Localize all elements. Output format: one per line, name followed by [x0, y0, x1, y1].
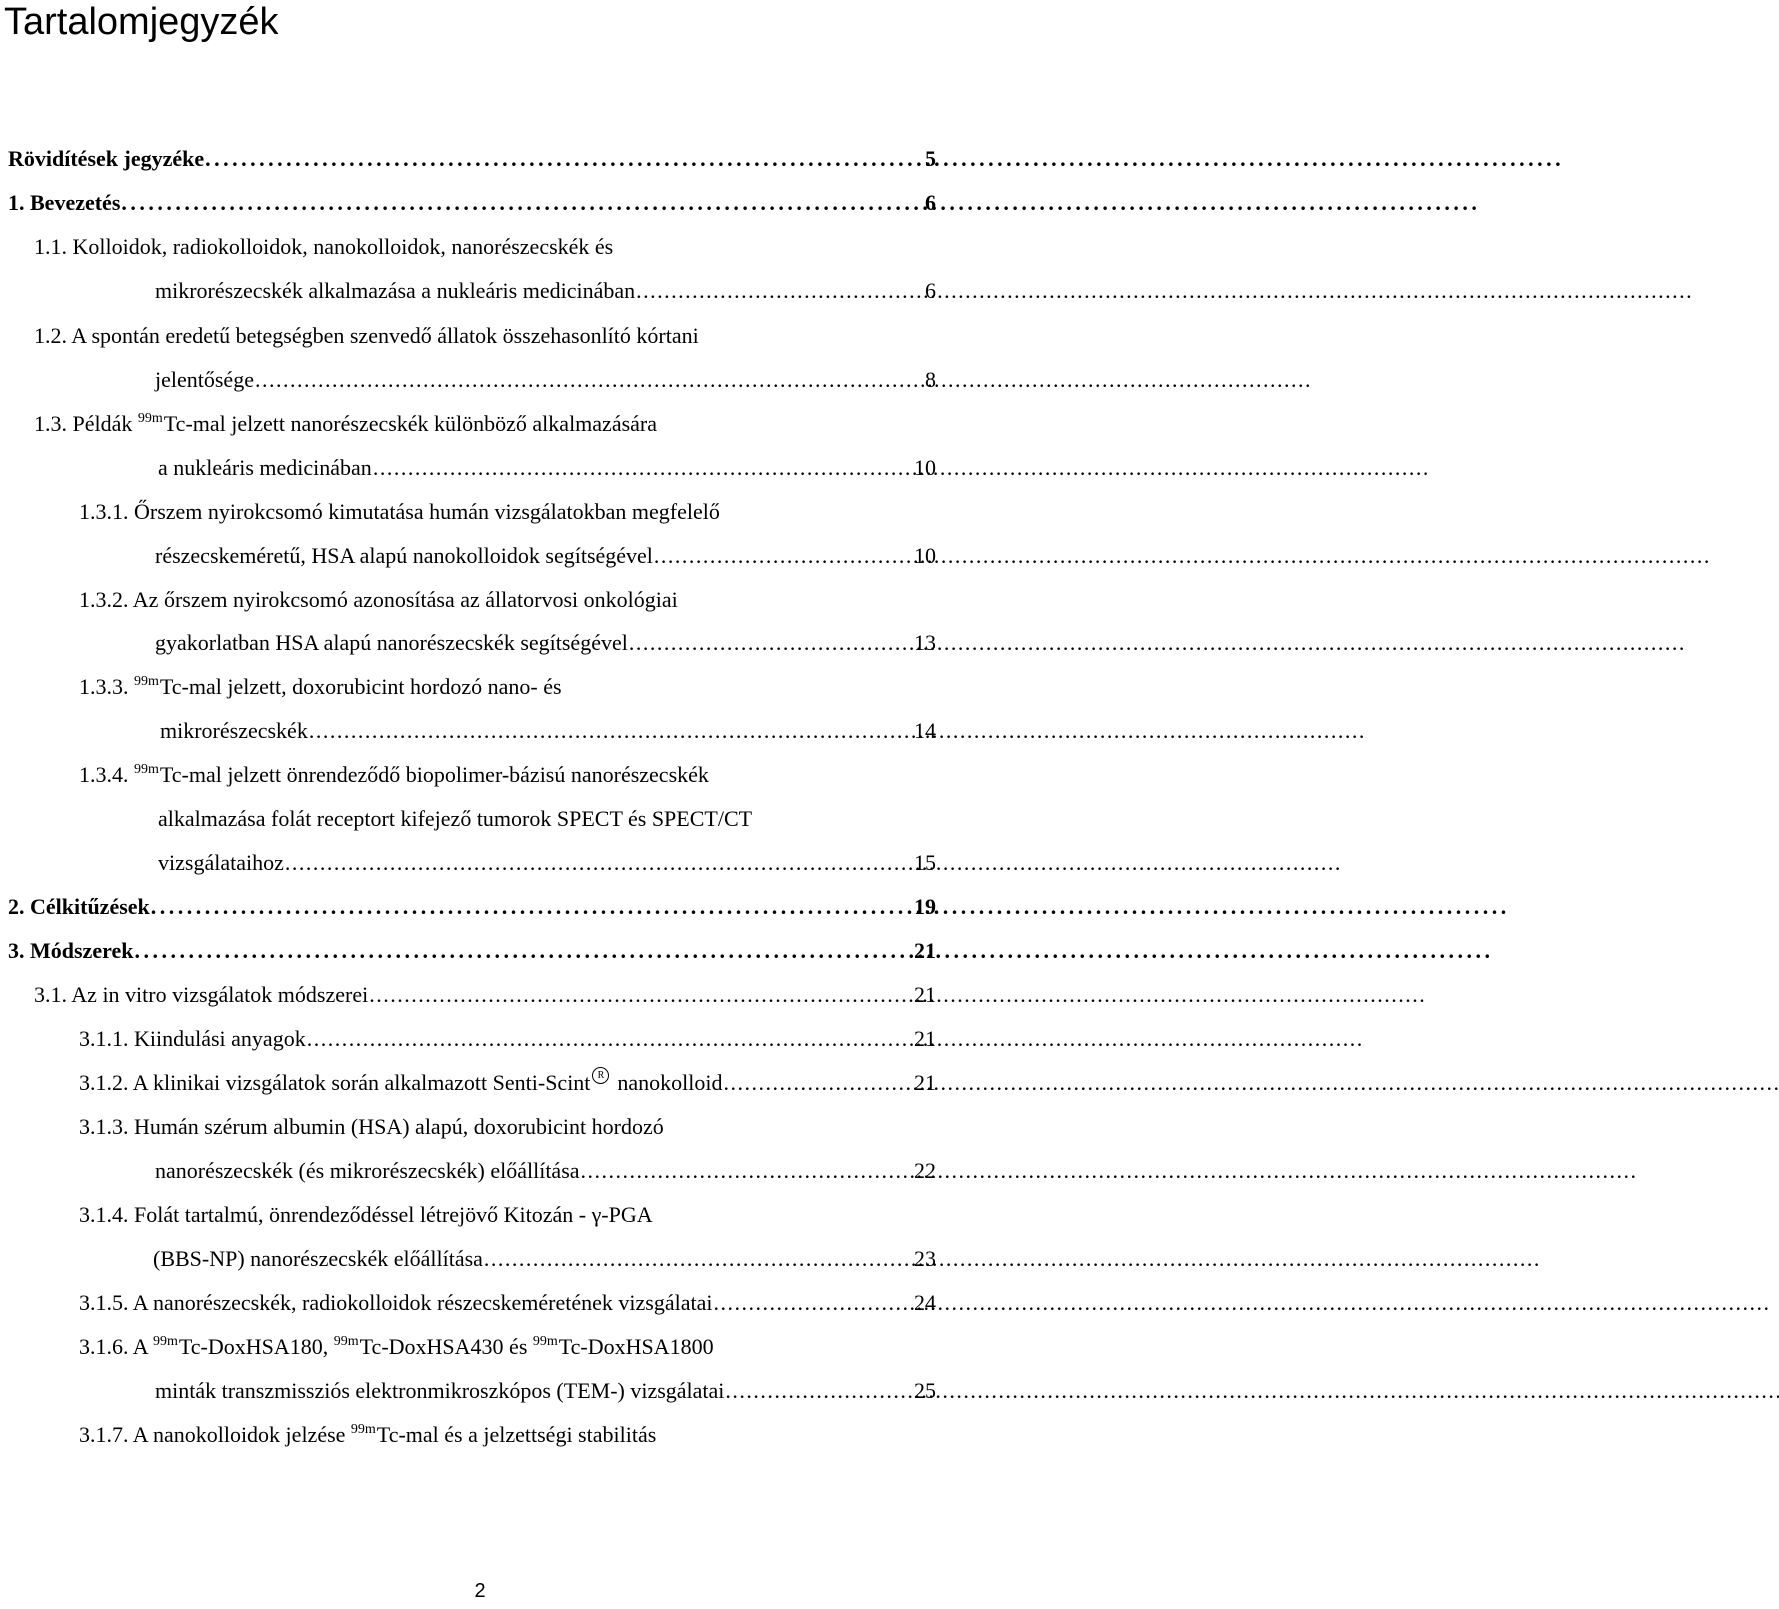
toc-entry-text: 3.1. Az in vitro vizsgálatok módszerei [34, 982, 369, 1007]
toc-page-number: 21 [914, 1026, 936, 1051]
toc-entry-3-1-6[interactable] [79, 1332, 936, 1362]
dot-leader [369, 980, 913, 1010]
toc-entry-text: 1.3.2. Az őrszem nyirokcsomó azonosítása az állatorvosi onkológiai [79, 587, 678, 612]
toc-entry-3-1[interactable] [34, 980, 936, 1010]
dot-leader [285, 848, 913, 878]
dot-leader [255, 365, 924, 395]
toc-entry-text: 1.3. Példák $^{99m}$Tc-mal jelzett nanorészecskék különböző alkalmazására [34, 411, 657, 436]
toc-entry-text: minták transzmissziós elektronmikroszkópos (TEM-) vizsgálatai [155, 1378, 725, 1403]
toc-entry-text: mikrorészecskék [160, 718, 308, 743]
toc-entry-3-1-3-cont[interactable] [155, 1156, 936, 1186]
toc-entry-3-1-4[interactable] [79, 1200, 936, 1230]
toc-entry-1-3-3-cont[interactable] [160, 716, 936, 746]
toc-page-number: 21 [914, 982, 936, 1007]
toc-entry-1-2[interactable] [34, 321, 936, 351]
toc-entry-1-1-cont[interactable] [155, 276, 936, 306]
toc-entry-objectives[interactable] [8, 892, 936, 922]
toc-entry-3-1-7[interactable] [79, 1420, 936, 1450]
toc-entry-text: nanorészecskék (és mikrorészecskék) előállítása [155, 1158, 580, 1183]
dot-leader [725, 1376, 913, 1406]
toc-entry-text: vizsgálataihoz [158, 850, 284, 875]
dot-leader [134, 936, 913, 966]
toc-page-number: 14 [914, 718, 936, 743]
toc-page-number: 21 [914, 938, 936, 963]
toc-entry-introduction[interactable] [8, 188, 936, 218]
dot-leader [654, 541, 913, 571]
dot-leader [373, 453, 913, 483]
toc-page-number: 5 [925, 146, 936, 171]
toc-entry-1-3-1[interactable] [79, 497, 936, 527]
dot-leader [484, 1244, 913, 1274]
dot-leader [724, 1068, 913, 1098]
toc-entry-1-3-4-cont[interactable] [158, 804, 936, 834]
toc-entry-text: 3.1.5. A nanorészecskék, radiokolloidok részecskeméretének vizsgálatai [79, 1290, 713, 1315]
toc-entry-text: 2. Célkitűzések [8, 894, 150, 919]
superscript-99m: 99m [333, 1334, 359, 1349]
toc-entry-1-3-1-cont[interactable] [155, 541, 936, 571]
toc-entry-text: alkalmazása folát receptort kifejező tumorok SPECT és SPECT/CT [158, 806, 753, 831]
dot-leader [309, 716, 913, 746]
toc-page-number: 15 [914, 850, 936, 875]
toc-page-number: 24 [914, 1290, 936, 1315]
superscript-99m: 99m [152, 1334, 178, 1349]
dot-leader [307, 1024, 913, 1054]
dot-leader [151, 892, 913, 922]
page-number: 2 [474, 1580, 486, 1602]
toc-entry-1-3-2[interactable] [79, 585, 936, 615]
dot-leader [581, 1156, 913, 1186]
superscript-99m: 99m [134, 762, 159, 777]
toc-page-number: 13 [914, 630, 936, 655]
superscript-99m: 99m [134, 674, 159, 689]
toc-entry-methods[interactable] [8, 936, 936, 966]
toc-entry-1-3-cont[interactable] [158, 453, 936, 483]
dot-leader [121, 188, 924, 218]
superscript-99m: 99m [532, 1334, 558, 1349]
toc-entry-abbreviations[interactable] [8, 144, 936, 174]
toc-entry-text: 3.1.3. Humán szérum albumin (HSA) alapú, doxorubicint hordozó [79, 1114, 664, 1139]
superscript-99m: 99m [137, 411, 163, 426]
toc-entry-text: 1.3.4. $^{99m}$Tc-mal jelzett önrendeződő biopolimer-bázisú nanorészecskék [79, 762, 709, 787]
dot-leader [636, 276, 924, 306]
toc-entry-3-1-4-cont[interactable] [153, 1244, 936, 1274]
toc-entry-text: 3.1.6. A $^{99m}$Tc-DoxHSA180, $^{99m}$Tc-DoxHSA430 és $^{99m}$Tc-DoxHSA1800 [79, 1334, 714, 1359]
toc-entry-text: 1.3.1. Őrszem nyirokcsomó kimutatása humán vizsgálatokban megfelelő [79, 499, 720, 524]
toc-entry-3-1-1[interactable] [79, 1024, 936, 1054]
toc-entry-text: 1. Bevezetés [8, 190, 121, 215]
toc-entry-1-3-4-cont2[interactable] [158, 848, 936, 878]
dot-leader [629, 628, 913, 658]
toc-entry-3-1-5[interactable] [79, 1288, 936, 1318]
dot-leader [714, 1288, 914, 1318]
registered-mark-icon: R [592, 1067, 609, 1084]
page-title: Tartalomjegyzék [4, 1, 279, 43]
toc-entry-text: gyakorlatban HSA alapú nanorészecskék segítségével [155, 630, 628, 655]
toc-page-number: 8 [925, 367, 936, 392]
toc-page-number: 19 [914, 894, 936, 919]
toc-entry-1-3-2-cont[interactable] [155, 628, 936, 658]
toc-entry-text: a nukleáris medicinában [158, 455, 372, 480]
toc-entry-3-1-3[interactable] [79, 1112, 936, 1142]
toc-entry-text: 1.2. A spontán eredetű betegségben szenvedő állatok összehasonlító kórtani [34, 323, 699, 348]
toc-page-number: 10 [914, 455, 936, 480]
toc-entry-text: részecskeméretű, HSA alapú nanokolloidok segítségével [155, 543, 653, 568]
toc-entry-1-3-4[interactable] [79, 760, 936, 790]
toc-page-number: 22 [914, 1158, 936, 1183]
toc-entry-text: Rövidítések jegyzéke [8, 146, 205, 171]
toc-entry-1-1[interactable] [34, 232, 936, 262]
toc-entry-text: jelentősége [155, 367, 254, 392]
toc-entry-text: 1.3.3. $^{99m}$Tc-mal jelzett, doxorubicint hordozó nano- és [79, 674, 562, 699]
toc-entry-text: 3. Módszerek [8, 938, 134, 963]
superscript-99m: 99m [350, 1422, 376, 1437]
toc-page-number: 25 [914, 1378, 936, 1403]
toc-entry-text: 3.1.4. Folát tartalmú, önrendeződéssel létrejövő Kitozán - γ-PGA [79, 1202, 653, 1227]
toc-page-number: 23 [914, 1246, 936, 1271]
toc-entry-3-1-2[interactable] [79, 1068, 936, 1098]
toc-entry-text: 3.1.7. A nanokolloidok jelzése $^{99m}$Tc-mal és a jelzettségi stabilitás [79, 1422, 657, 1447]
toc-entry-text: 1.1. Kolloidok, radiokolloidok, nanokolloidok, nanorészecskék és [34, 234, 614, 259]
toc-page-number: 6 [925, 278, 936, 303]
toc-entry-text: 3.1.1. Kiindulási anyagok [79, 1026, 306, 1051]
toc-page-number: 10 [914, 543, 936, 568]
toc-entry-text: mikrorészecskék alkalmazása a nukleáris medicinában [155, 278, 636, 303]
toc-entry-text: 3.1.2. A klinikai vizsgálatok során alkalmazott Senti-Scint R nanokolloid [79, 1068, 723, 1098]
toc-entry-1-2-cont[interactable] [155, 365, 936, 395]
toc-entry-1-3-3[interactable] [79, 672, 936, 702]
toc-page-number: 21 [914, 1070, 936, 1095]
toc-page-number: 6 [925, 190, 936, 215]
toc-entry-text: (BBS-NP) nanorészecskék előállítása [153, 1246, 483, 1271]
toc-entry-3-1-6-cont[interactable] [155, 1376, 936, 1406]
dot-leader [205, 144, 924, 174]
toc-entry-1-3[interactable] [34, 409, 936, 439]
